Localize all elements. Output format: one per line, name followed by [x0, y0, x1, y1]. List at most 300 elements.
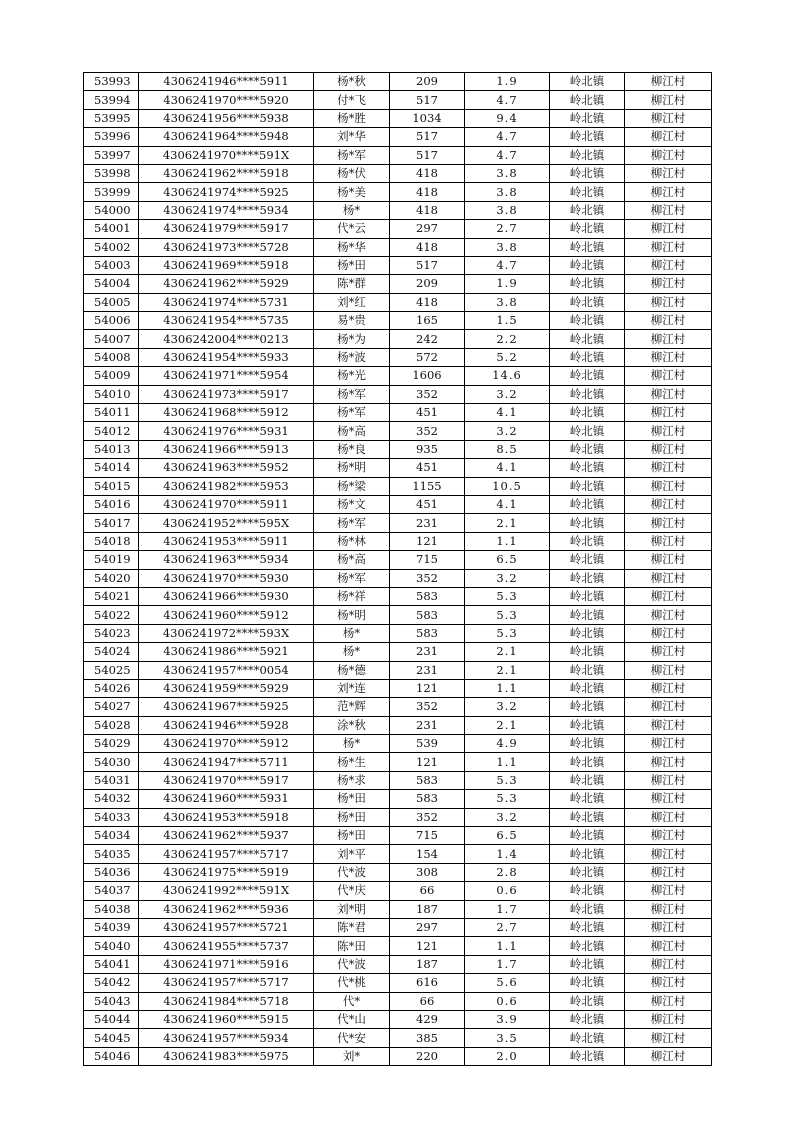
village-name-cell: 柳江村: [625, 385, 712, 403]
row-number-cell: 54019: [84, 551, 139, 569]
table-row: [84, 146, 712, 164]
person-name-cell: 杨*田: [314, 808, 390, 826]
village-name-cell: 柳江村: [625, 459, 712, 477]
area-value-cell: 297: [390, 220, 465, 238]
town-name-cell: 岭北镇: [550, 679, 625, 697]
id-number-cell: 4306241966****5930: [139, 587, 314, 605]
id-number-cell: 4306241947****5711: [139, 753, 314, 771]
town-name-cell: 岭北镇: [550, 900, 625, 918]
amount-value-cell: 9.4: [465, 109, 550, 127]
person-name-cell: 杨*为: [314, 330, 390, 348]
person-name-cell: 杨*华: [314, 238, 390, 256]
area-value-cell: 352: [390, 808, 465, 826]
area-value-cell: 616: [390, 974, 465, 992]
amount-value-cell: 3.9: [465, 1010, 550, 1028]
row-number-cell: 53998: [84, 164, 139, 182]
amount-value-cell: 2.2: [465, 330, 550, 348]
village-name-cell: 柳江村: [625, 312, 712, 330]
village-name-cell: 柳江村: [625, 238, 712, 256]
village-name-cell: 柳江村: [625, 404, 712, 422]
person-name-cell: 杨*波: [314, 348, 390, 366]
row-number-cell: 54012: [84, 422, 139, 440]
id-number-cell: 4306241983****5975: [139, 1047, 314, 1065]
row-number-cell: 53996: [84, 128, 139, 146]
id-number-cell: 4306241970****5911: [139, 495, 314, 513]
person-name-cell: 刘*: [314, 1047, 390, 1065]
id-number-cell: 4306241963****5952: [139, 459, 314, 477]
person-name-cell: 代*山: [314, 1010, 390, 1028]
id-number-cell: 4306241974****5934: [139, 201, 314, 219]
amount-value-cell: 2.8: [465, 863, 550, 881]
table-row: [84, 495, 712, 513]
village-name-cell: 柳江村: [625, 587, 712, 605]
area-value-cell: 165: [390, 312, 465, 330]
amount-value-cell: 3.8: [465, 238, 550, 256]
village-name-cell: 柳江村: [625, 661, 712, 679]
village-name-cell: 柳江村: [625, 220, 712, 238]
table-row: [84, 422, 712, 440]
row-number-cell: 54026: [84, 679, 139, 697]
id-number-cell: 4306241957****5717: [139, 974, 314, 992]
row-number-cell: 54046: [84, 1047, 139, 1065]
area-value-cell: 517: [390, 146, 465, 164]
person-name-cell: 杨*伏: [314, 164, 390, 182]
village-name-cell: 柳江村: [625, 146, 712, 164]
table-row: [84, 459, 712, 477]
amount-value-cell: 1.4: [465, 845, 550, 863]
table-row: [84, 514, 712, 532]
row-number-cell: 54002: [84, 238, 139, 256]
village-name-cell: 柳江村: [625, 845, 712, 863]
village-name-cell: 柳江村: [625, 900, 712, 918]
town-name-cell: 岭北镇: [550, 256, 625, 274]
area-value-cell: 231: [390, 643, 465, 661]
table-row: [84, 716, 712, 734]
village-name-cell: 柳江村: [625, 955, 712, 973]
area-value-cell: 539: [390, 735, 465, 753]
row-number-cell: 54004: [84, 275, 139, 293]
id-number-cell: 4306242004****0213: [139, 330, 314, 348]
row-number-cell: 54021: [84, 587, 139, 605]
table-row: [84, 808, 712, 826]
town-name-cell: 岭北镇: [550, 477, 625, 495]
village-name-cell: 柳江村: [625, 992, 712, 1010]
table-row: [84, 587, 712, 605]
person-name-cell: 杨*军: [314, 404, 390, 422]
table-row: [84, 109, 712, 127]
row-number-cell: 54039: [84, 918, 139, 936]
area-value-cell: 209: [390, 275, 465, 293]
person-name-cell: 刘*连: [314, 679, 390, 697]
town-name-cell: 岭北镇: [550, 275, 625, 293]
village-name-cell: 柳江村: [625, 422, 712, 440]
amount-value-cell: 2.0: [465, 1047, 550, 1065]
village-name-cell: 柳江村: [625, 551, 712, 569]
village-name-cell: 柳江村: [625, 275, 712, 293]
amount-value-cell: 10.5: [465, 477, 550, 495]
town-name-cell: 岭北镇: [550, 220, 625, 238]
table-row: [84, 238, 712, 256]
area-value-cell: 66: [390, 882, 465, 900]
person-name-cell: 杨*林: [314, 532, 390, 550]
area-value-cell: 451: [390, 459, 465, 477]
person-name-cell: 杨*田: [314, 256, 390, 274]
id-number-cell: 4306241962****5918: [139, 164, 314, 182]
table-row: [84, 551, 712, 569]
row-number-cell: 54042: [84, 974, 139, 992]
id-number-cell: 4306241964****5948: [139, 128, 314, 146]
village-name-cell: 柳江村: [625, 735, 712, 753]
person-name-cell: 代*波: [314, 863, 390, 881]
person-name-cell: 代*: [314, 992, 390, 1010]
amount-value-cell: 4.1: [465, 404, 550, 422]
town-name-cell: 岭北镇: [550, 624, 625, 642]
area-value-cell: 418: [390, 164, 465, 182]
amount-value-cell: 1.1: [465, 753, 550, 771]
town-name-cell: 岭北镇: [550, 918, 625, 936]
town-name-cell: 岭北镇: [550, 404, 625, 422]
id-number-cell: 4306241970****5917: [139, 771, 314, 789]
village-name-cell: 柳江村: [625, 440, 712, 458]
amount-value-cell: 3.5: [465, 1029, 550, 1047]
id-number-cell: 4306241984****5718: [139, 992, 314, 1010]
area-value-cell: 352: [390, 422, 465, 440]
row-number-cell: 54035: [84, 845, 139, 863]
village-name-cell: 柳江村: [625, 128, 712, 146]
person-name-cell: 陈*群: [314, 275, 390, 293]
village-name-cell: 柳江村: [625, 882, 712, 900]
town-name-cell: 岭北镇: [550, 1047, 625, 1065]
village-name-cell: 柳江村: [625, 716, 712, 734]
person-name-cell: 杨*军: [314, 385, 390, 403]
row-number-cell: 54007: [84, 330, 139, 348]
amount-value-cell: 3.2: [465, 569, 550, 587]
table-row: [84, 532, 712, 550]
row-number-cell: 53999: [84, 183, 139, 201]
person-name-cell: 杨*: [314, 643, 390, 661]
table-row: [84, 312, 712, 330]
person-name-cell: 杨*文: [314, 495, 390, 513]
town-name-cell: 岭北镇: [550, 716, 625, 734]
id-number-cell: 4306241953****5918: [139, 808, 314, 826]
id-number-cell: 4306241966****5913: [139, 440, 314, 458]
id-number-cell: 4306241963****5934: [139, 551, 314, 569]
village-name-cell: 柳江村: [625, 643, 712, 661]
table-row: [84, 735, 712, 753]
village-name-cell: 柳江村: [625, 348, 712, 366]
row-number-cell: 54006: [84, 312, 139, 330]
village-name-cell: 柳江村: [625, 183, 712, 201]
area-value-cell: 187: [390, 955, 465, 973]
village-name-cell: 柳江村: [625, 624, 712, 642]
row-number-cell: 54029: [84, 735, 139, 753]
row-number-cell: 53994: [84, 91, 139, 109]
person-name-cell: 刘*平: [314, 845, 390, 863]
amount-value-cell: 4.7: [465, 91, 550, 109]
area-value-cell: 242: [390, 330, 465, 348]
person-name-cell: 杨*: [314, 735, 390, 753]
town-name-cell: 岭北镇: [550, 238, 625, 256]
amount-value-cell: 4.1: [465, 495, 550, 513]
village-name-cell: 柳江村: [625, 790, 712, 808]
area-value-cell: 429: [390, 1010, 465, 1028]
amount-value-cell: 4.7: [465, 256, 550, 274]
town-name-cell: 岭北镇: [550, 440, 625, 458]
row-number-cell: 54043: [84, 992, 139, 1010]
id-number-cell: 4306241962****5936: [139, 900, 314, 918]
row-number-cell: 54033: [84, 808, 139, 826]
id-number-cell: 4306241992****591X: [139, 882, 314, 900]
area-value-cell: 231: [390, 716, 465, 734]
table-row: [84, 882, 712, 900]
amount-value-cell: 6.5: [465, 827, 550, 845]
area-value-cell: 121: [390, 532, 465, 550]
village-name-cell: 柳江村: [625, 937, 712, 955]
town-name-cell: 岭北镇: [550, 827, 625, 845]
row-number-cell: 54045: [84, 1029, 139, 1047]
town-name-cell: 岭北镇: [550, 974, 625, 992]
person-name-cell: 付*飞: [314, 91, 390, 109]
person-name-cell: 杨*军: [314, 514, 390, 532]
area-value-cell: 583: [390, 624, 465, 642]
person-name-cell: 杨*军: [314, 569, 390, 587]
row-number-cell: 53997: [84, 146, 139, 164]
table-row: [84, 771, 712, 789]
area-value-cell: 418: [390, 238, 465, 256]
table-row: [84, 1029, 712, 1047]
amount-value-cell: 4.7: [465, 146, 550, 164]
id-number-cell: 4306241969****5918: [139, 256, 314, 274]
row-number-cell: 54015: [84, 477, 139, 495]
id-number-cell: 4306241974****5731: [139, 293, 314, 311]
town-name-cell: 岭北镇: [550, 293, 625, 311]
table-row: [84, 404, 712, 422]
village-name-cell: 柳江村: [625, 91, 712, 109]
table-row: [84, 661, 712, 679]
town-name-cell: 岭北镇: [550, 459, 625, 477]
id-number-cell: 4306241954****5933: [139, 348, 314, 366]
area-value-cell: 352: [390, 569, 465, 587]
area-value-cell: 418: [390, 201, 465, 219]
town-name-cell: 岭北镇: [550, 128, 625, 146]
table-row: [84, 293, 712, 311]
village-name-cell: 柳江村: [625, 164, 712, 182]
town-name-cell: 岭北镇: [550, 422, 625, 440]
id-number-cell: 4306241959****5929: [139, 679, 314, 697]
amount-value-cell: 2.1: [465, 716, 550, 734]
person-name-cell: 陈*君: [314, 918, 390, 936]
town-name-cell: 岭北镇: [550, 937, 625, 955]
amount-value-cell: 2.1: [465, 643, 550, 661]
table-row: [84, 863, 712, 881]
table-row: [84, 790, 712, 808]
amount-value-cell: 5.3: [465, 624, 550, 642]
table-row: [84, 679, 712, 697]
amount-value-cell: 5.3: [465, 771, 550, 789]
row-number-cell: 54038: [84, 900, 139, 918]
person-name-cell: 易*贵: [314, 312, 390, 330]
town-name-cell: 岭北镇: [550, 514, 625, 532]
id-number-cell: 4306241952****595X: [139, 514, 314, 532]
id-number-cell: 4306241968****5912: [139, 404, 314, 422]
town-name-cell: 岭北镇: [550, 569, 625, 587]
amount-value-cell: 3.2: [465, 422, 550, 440]
table-row: [84, 569, 712, 587]
area-value-cell: 517: [390, 256, 465, 274]
area-value-cell: 1606: [390, 367, 465, 385]
row-number-cell: 54008: [84, 348, 139, 366]
table-row: [84, 256, 712, 274]
town-name-cell: 岭北镇: [550, 863, 625, 881]
area-value-cell: 583: [390, 790, 465, 808]
person-name-cell: 杨*高: [314, 551, 390, 569]
table-body: [84, 73, 712, 1066]
row-number-cell: 54024: [84, 643, 139, 661]
id-number-cell: 4306241986****5921: [139, 643, 314, 661]
amount-value-cell: 5.3: [465, 790, 550, 808]
table-row: [84, 73, 712, 91]
id-number-cell: 4306241946****5928: [139, 716, 314, 734]
village-name-cell: 柳江村: [625, 1029, 712, 1047]
amount-value-cell: 3.8: [465, 183, 550, 201]
amount-value-cell: 0.6: [465, 992, 550, 1010]
amount-value-cell: 1.1: [465, 679, 550, 697]
table-row: [84, 440, 712, 458]
person-name-cell: 刘*华: [314, 128, 390, 146]
amount-value-cell: 2.7: [465, 220, 550, 238]
village-name-cell: 柳江村: [625, 495, 712, 513]
id-number-cell: 4306241973****5728: [139, 238, 314, 256]
town-name-cell: 岭北镇: [550, 91, 625, 109]
table-row: [84, 183, 712, 201]
person-name-cell: 杨*明: [314, 606, 390, 624]
table-row: [84, 992, 712, 1010]
person-name-cell: 陈*田: [314, 937, 390, 955]
person-name-cell: 杨*光: [314, 367, 390, 385]
id-number-cell: 4306241970****591X: [139, 146, 314, 164]
person-name-cell: 杨*秋: [314, 73, 390, 91]
village-name-cell: 柳江村: [625, 330, 712, 348]
area-value-cell: 352: [390, 385, 465, 403]
area-value-cell: 154: [390, 845, 465, 863]
amount-value-cell: 5.3: [465, 606, 550, 624]
amount-value-cell: 1.1: [465, 532, 550, 550]
table-row: [84, 955, 712, 973]
row-number-cell: 54001: [84, 220, 139, 238]
town-name-cell: 岭北镇: [550, 845, 625, 863]
area-value-cell: 385: [390, 1029, 465, 1047]
row-number-cell: 54018: [84, 532, 139, 550]
town-name-cell: 岭北镇: [550, 495, 625, 513]
town-name-cell: 岭北镇: [550, 183, 625, 201]
table-row: [84, 624, 712, 642]
id-number-cell: 4306241953****5911: [139, 532, 314, 550]
village-name-cell: 柳江村: [625, 771, 712, 789]
id-number-cell: 4306241957****5717: [139, 845, 314, 863]
row-number-cell: 54034: [84, 827, 139, 845]
town-name-cell: 岭北镇: [550, 330, 625, 348]
amount-value-cell: 3.8: [465, 164, 550, 182]
village-name-cell: 柳江村: [625, 73, 712, 91]
row-number-cell: 54025: [84, 661, 139, 679]
area-value-cell: 66: [390, 992, 465, 1010]
row-number-cell: 54032: [84, 790, 139, 808]
row-number-cell: 54000: [84, 201, 139, 219]
person-name-cell: 代*安: [314, 1029, 390, 1047]
town-name-cell: 岭北镇: [550, 808, 625, 826]
area-value-cell: 121: [390, 753, 465, 771]
area-value-cell: 715: [390, 827, 465, 845]
table-row: [84, 330, 712, 348]
amount-value-cell: 0.6: [465, 882, 550, 900]
person-name-cell: 杨*: [314, 201, 390, 219]
area-value-cell: 517: [390, 128, 465, 146]
amount-value-cell: 2.1: [465, 514, 550, 532]
table-row: [84, 201, 712, 219]
town-name-cell: 岭北镇: [550, 164, 625, 182]
area-value-cell: 583: [390, 587, 465, 605]
village-name-cell: 柳江村: [625, 256, 712, 274]
town-name-cell: 岭北镇: [550, 146, 625, 164]
row-number-cell: 54010: [84, 385, 139, 403]
row-number-cell: 54031: [84, 771, 139, 789]
person-name-cell: 代*云: [314, 220, 390, 238]
table-row: [84, 385, 712, 403]
table-row: [84, 974, 712, 992]
id-number-cell: 4306241957****5934: [139, 1029, 314, 1047]
town-name-cell: 岭北镇: [550, 790, 625, 808]
area-value-cell: 418: [390, 293, 465, 311]
person-name-cell: 杨*美: [314, 183, 390, 201]
town-name-cell: 岭北镇: [550, 551, 625, 569]
id-number-cell: 4306241954****5735: [139, 312, 314, 330]
amount-value-cell: 1.1: [465, 937, 550, 955]
area-value-cell: 352: [390, 698, 465, 716]
village-name-cell: 柳江村: [625, 1047, 712, 1065]
id-number-cell: 4306241970****5912: [139, 735, 314, 753]
village-name-cell: 柳江村: [625, 514, 712, 532]
town-name-cell: 岭北镇: [550, 606, 625, 624]
person-name-cell: 杨*军: [314, 146, 390, 164]
town-name-cell: 岭北镇: [550, 109, 625, 127]
table-row: [84, 164, 712, 182]
table-row: [84, 477, 712, 495]
table-row: [84, 698, 712, 716]
person-name-cell: 代*波: [314, 955, 390, 973]
area-value-cell: 121: [390, 937, 465, 955]
id-number-cell: 4306241970****5930: [139, 569, 314, 587]
person-name-cell: 涂*秋: [314, 716, 390, 734]
table-row: [84, 1047, 712, 1065]
town-name-cell: 岭北镇: [550, 992, 625, 1010]
town-name-cell: 岭北镇: [550, 73, 625, 91]
table-row: [84, 275, 712, 293]
area-value-cell: 1155: [390, 477, 465, 495]
area-value-cell: 572: [390, 348, 465, 366]
area-value-cell: 418: [390, 183, 465, 201]
person-name-cell: 刘*明: [314, 900, 390, 918]
person-name-cell: 杨*: [314, 624, 390, 642]
village-name-cell: 柳江村: [625, 698, 712, 716]
town-name-cell: 岭北镇: [550, 587, 625, 605]
village-name-cell: 柳江村: [625, 606, 712, 624]
area-value-cell: 231: [390, 514, 465, 532]
row-number-cell: 54016: [84, 495, 139, 513]
amount-value-cell: 2.1: [465, 661, 550, 679]
village-name-cell: 柳江村: [625, 109, 712, 127]
row-number-cell: 54009: [84, 367, 139, 385]
town-name-cell: 岭北镇: [550, 348, 625, 366]
